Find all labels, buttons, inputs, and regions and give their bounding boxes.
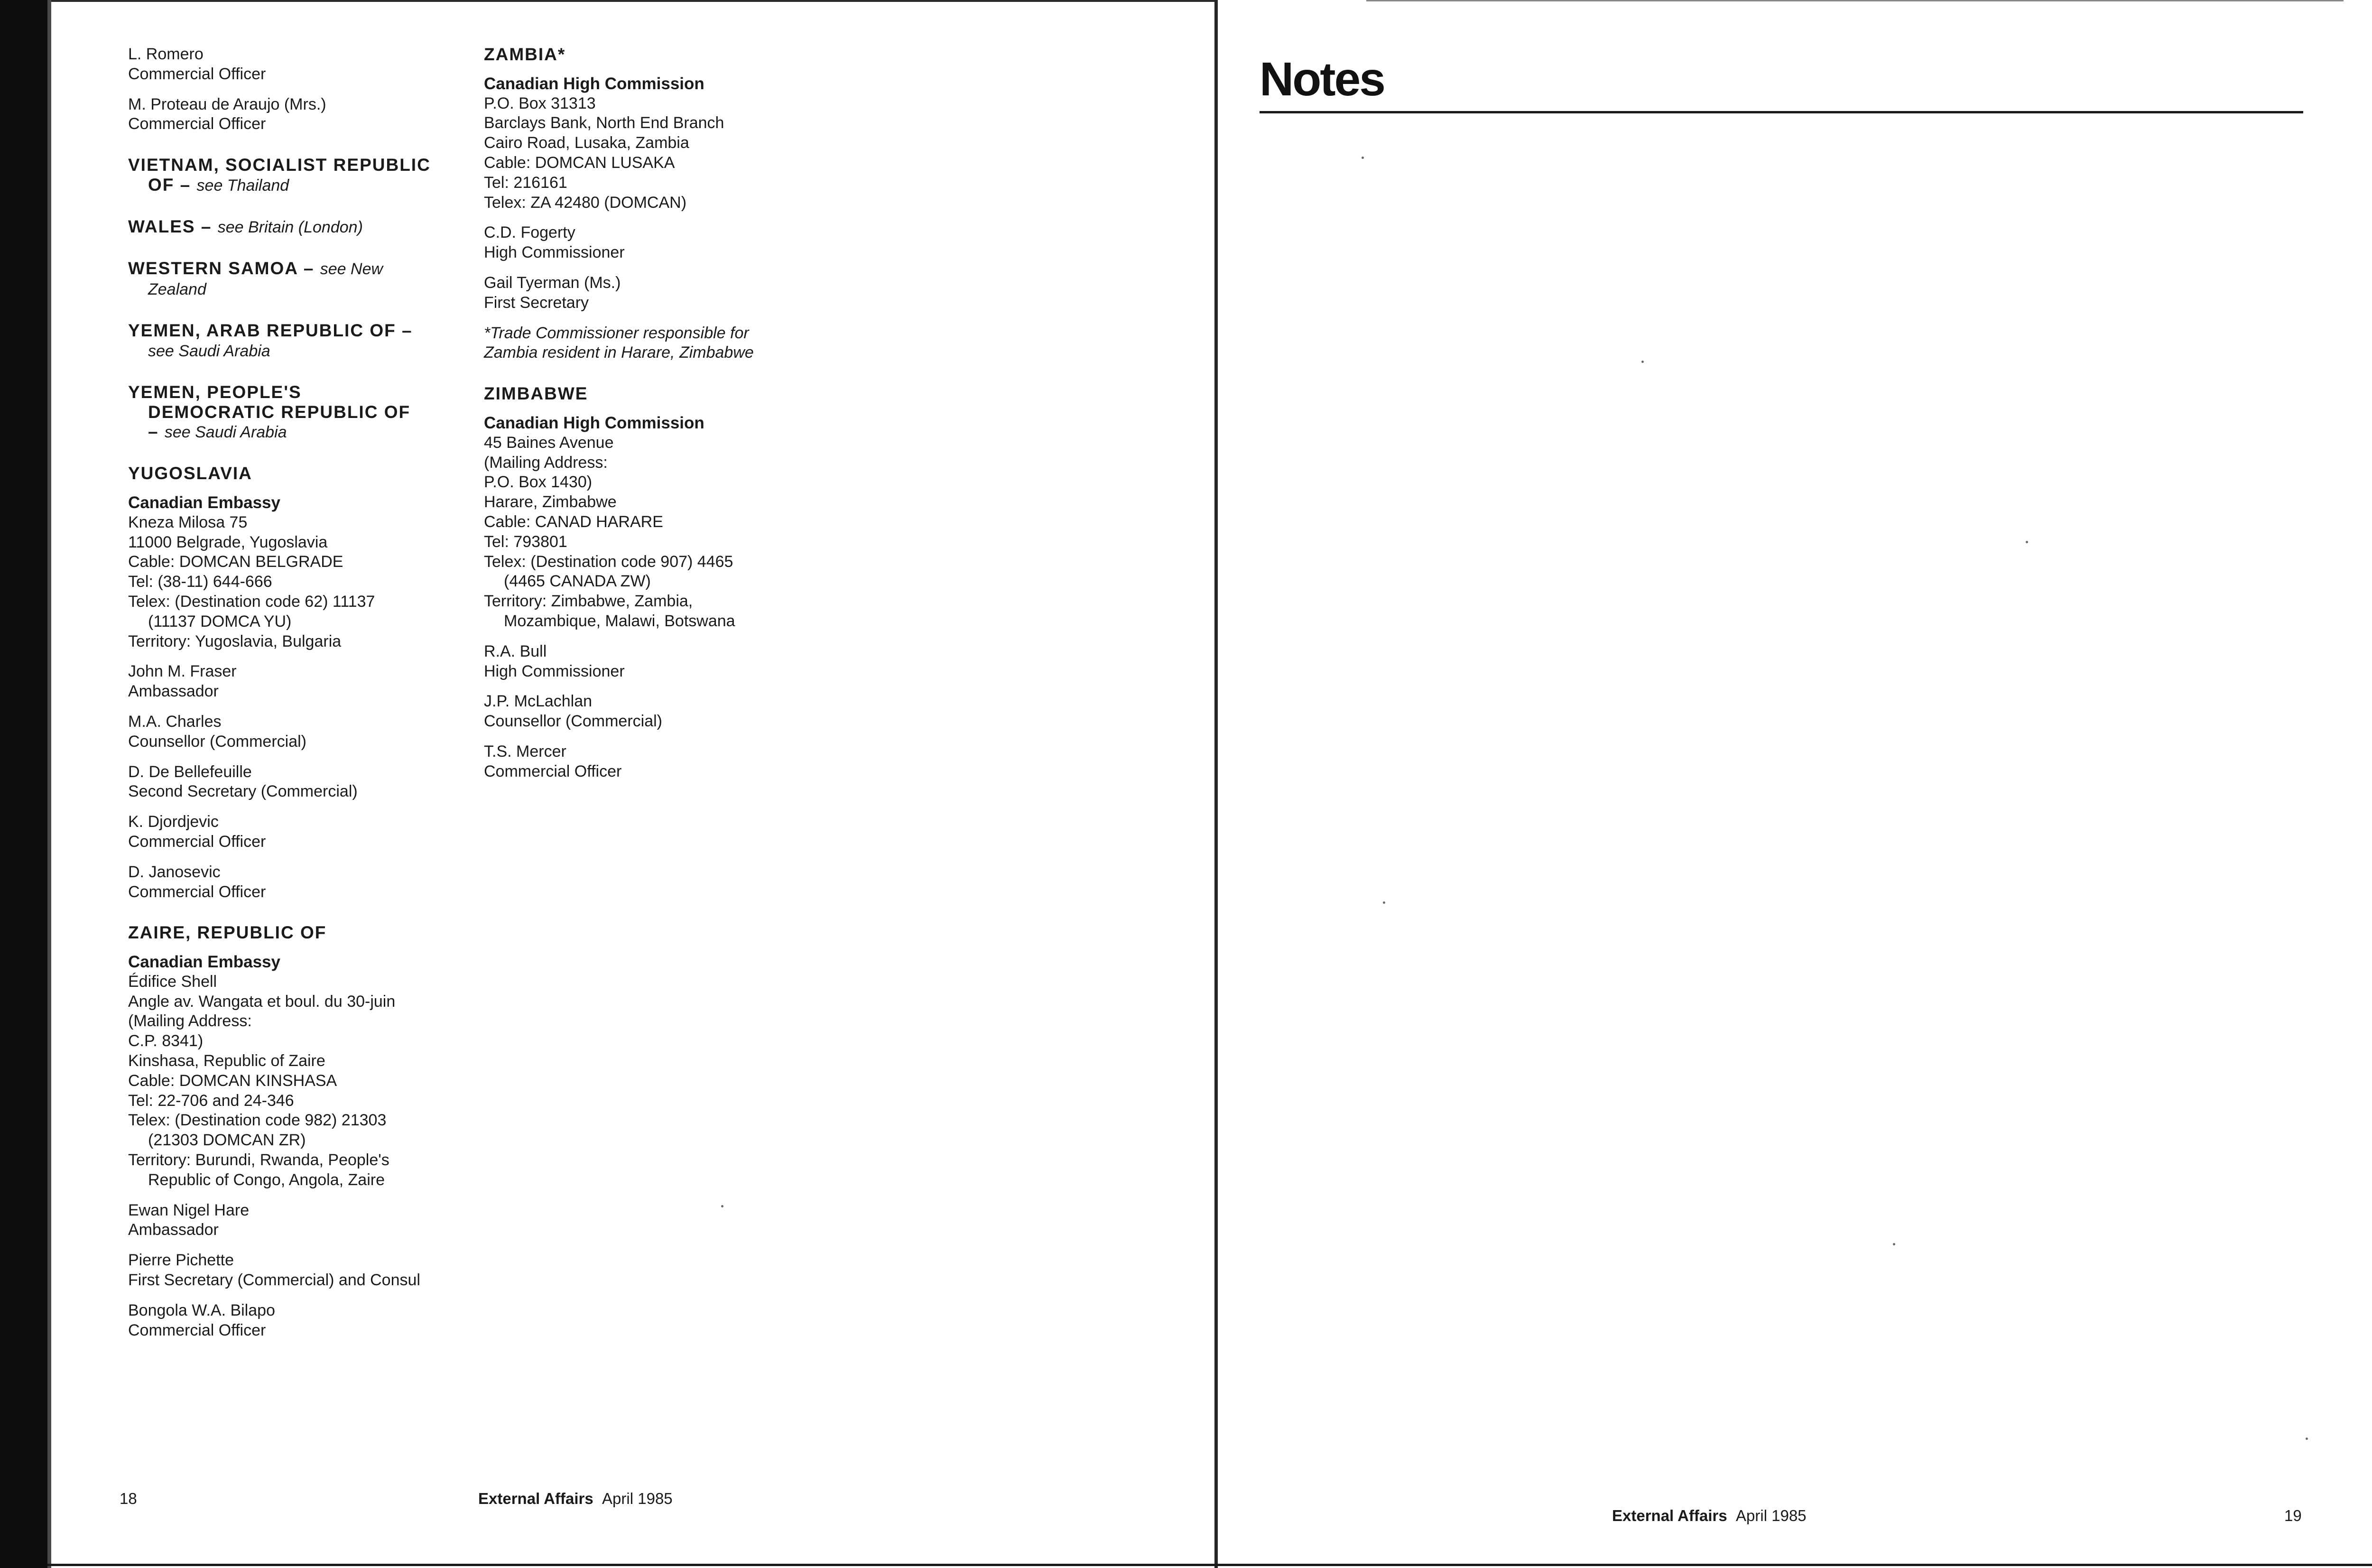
address-line: Cable: DOMCAN KINSHASA — [128, 1071, 337, 1090]
title-rule — [1260, 111, 2303, 113]
address-line: Barclays Bank, North End Branch — [484, 114, 724, 132]
address-line: Territory: Zimbabwe, Zambia, — [484, 592, 693, 611]
country-heading — [128, 321, 474, 362]
directory-column-left — [128, 45, 474, 1351]
country-name-text: ZAIRE, REPUBLIC OF — [128, 923, 327, 943]
country-heading-line — [484, 384, 816, 404]
country-name-text: YEMEN, ARAB REPUBLIC OF – — [128, 321, 413, 341]
staff-entry — [484, 692, 816, 732]
address-line: Kneza Milosa 75 — [128, 513, 248, 531]
staff-title: Commercial Officer — [484, 762, 622, 780]
address-line: Édifice Shell — [128, 972, 217, 991]
mission-name: Canadian High Commission — [484, 413, 704, 432]
footnote — [484, 324, 816, 363]
mission-address-block — [128, 493, 474, 651]
address-line: Kinshasa, Republic of Zaire — [128, 1052, 325, 1070]
staff-title: Counsellor (Commercial) — [484, 712, 662, 731]
address-line: (21303 DOMCAN ZR) — [148, 1131, 306, 1150]
country-heading — [484, 384, 816, 404]
mission-address-block — [128, 952, 474, 1190]
staff-entry — [128, 45, 474, 84]
address-line: Cairo Road, Lusaka, Zambia — [484, 134, 689, 152]
page-number-right: 19 — [2284, 1507, 2302, 1524]
scan-edge-left — [0, 0, 47, 1568]
country-heading-line — [128, 464, 474, 483]
country-name-text: YUGOSLAVIA — [128, 464, 252, 483]
staff-name: M.A. Charles — [128, 712, 222, 731]
country-heading-line — [484, 45, 816, 65]
staff-entry — [128, 662, 474, 702]
page-gutter — [1214, 0, 1218, 1568]
mission-name: Canadian High Commission — [484, 74, 704, 93]
address-line: 11000 Belgrade, Yugoslavia — [128, 533, 328, 551]
country-heading — [128, 217, 474, 238]
issue-date: April 1985 — [1736, 1507, 1807, 1524]
scan-speck — [1362, 157, 1364, 159]
country-heading-line — [128, 341, 474, 362]
country-heading — [484, 45, 816, 65]
staff-entry — [128, 1251, 474, 1290]
staff-title: Second Secretary (Commercial) — [128, 782, 358, 801]
country-heading-line — [128, 279, 474, 300]
staff-name: D. Janosevic — [128, 863, 221, 881]
country-heading-line — [128, 402, 474, 422]
mission-name: Canadian Embassy — [128, 493, 280, 512]
staff-name: C.D. Fogerty — [484, 223, 575, 242]
staff-name: T.S. Mercer — [484, 742, 566, 761]
address-line: P.O. Box 1430) — [484, 473, 593, 492]
country-name-text: – — [148, 422, 159, 442]
staff-title: Counsellor (Commercial) — [128, 732, 306, 751]
address-line: Cable: DOMCAN LUSAKA — [484, 153, 675, 172]
address-line: Tel: 793801 — [484, 532, 567, 551]
page-top-edge-left — [51, 0, 1214, 2]
address-line: Republic of Congo, Angola, Zaire — [148, 1170, 385, 1189]
address-line: Tel: 216161 — [484, 173, 567, 192]
address-line: Cable: CANAD HARARE — [484, 512, 663, 531]
scan-speck — [721, 1205, 723, 1207]
magazine-name: External Affairs — [478, 1490, 593, 1507]
address-line: 45 Baines Avenue — [484, 433, 614, 452]
staff-title: Commercial Officer — [128, 882, 266, 901]
staff-title: High Commissioner — [484, 243, 625, 262]
scan-edge-shadow — [47, 0, 51, 1568]
staff-entry — [128, 712, 474, 752]
running-footer-right — [1612, 1507, 1807, 1525]
scan-speck — [1383, 901, 1385, 904]
country-name-text: OF – — [148, 175, 191, 195]
address-line: Cable: DOMCAN BELGRADE — [128, 553, 343, 571]
address-line: (Mailing Address: — [128, 1012, 252, 1030]
staff-entry — [128, 1301, 474, 1341]
country-heading-line — [128, 321, 474, 341]
country-heading — [128, 923, 474, 943]
country-heading-line — [128, 259, 474, 279]
staff-entry — [484, 642, 816, 682]
country-heading-line — [128, 382, 474, 402]
staff-title: Ambassador — [128, 682, 219, 701]
staff-name: Pierre Pichette — [128, 1251, 234, 1270]
country-heading-line — [128, 175, 474, 196]
country-heading — [128, 259, 474, 300]
country-name-text: ZIMBABWE — [484, 384, 588, 404]
issue-date: April 1985 — [602, 1490, 673, 1507]
see-reference: Zealand — [148, 280, 206, 299]
staff-entry — [128, 95, 474, 135]
see-reference: see Thailand — [196, 176, 289, 195]
staff-entry — [484, 273, 816, 313]
country-heading — [128, 464, 474, 483]
see-reference: see New — [320, 260, 383, 278]
staff-entry — [128, 762, 474, 802]
scan-speck — [1641, 361, 1644, 363]
staff-title: Commercial Officer — [128, 832, 266, 851]
address-line: Harare, Zimbabwe — [484, 493, 617, 511]
scan-speck — [2306, 1438, 2308, 1440]
notes-page-title: Notes — [1260, 53, 1384, 106]
address-line: Territory: Yugoslavia, Bulgaria — [128, 632, 342, 650]
staff-name: J.P. McLachlan — [484, 692, 593, 711]
staff-name: D. De Bellefeuille — [128, 762, 252, 781]
footnote-line: Zambia resident in Harare, Zimbabwe — [484, 343, 754, 362]
address-line: Tel: 22-706 and 24-346 — [128, 1091, 294, 1110]
staff-name: R.A. Bull — [484, 642, 547, 660]
directory-column-right — [484, 45, 816, 792]
staff-entry — [128, 812, 474, 852]
country-name-text: DEMOCRATIC REPUBLIC OF — [148, 402, 411, 422]
address-line: Tel: (38-11) 644-666 — [128, 573, 272, 591]
country-heading-line — [128, 217, 474, 238]
address-line: Telex: (Destination code 62) 11137 — [128, 592, 375, 611]
staff-name: Gail Tyerman (Ms.) — [484, 273, 621, 292]
mission-address-block — [484, 413, 816, 631]
see-reference: see Saudi Arabia — [148, 342, 270, 360]
staff-title: Ambassador — [128, 1221, 219, 1239]
magazine-name: External Affairs — [1612, 1507, 1727, 1524]
staff-entry — [128, 1201, 474, 1241]
staff-entry — [484, 223, 816, 263]
staff-name: M. Proteau de Araujo (Mrs.) — [128, 95, 326, 113]
country-name-text: YEMEN, PEOPLE'S — [128, 382, 302, 402]
country-name-text: WESTERN SAMOA – — [128, 258, 315, 278]
country-heading — [128, 155, 474, 196]
address-line: (11137 DOMCA YU) — [148, 612, 292, 631]
address-line: Mozambique, Malawi, Botswana — [504, 612, 735, 630]
address-line: (4465 CANADA ZW) — [504, 572, 651, 591]
staff-title: First Secretary — [484, 293, 589, 312]
country-name-text: WALES – — [128, 216, 212, 236]
running-footer-left — [478, 1490, 673, 1508]
see-reference: see Saudi Arabia — [164, 423, 287, 442]
scan-speck — [2026, 541, 2028, 543]
staff-title: Commercial Officer — [128, 65, 266, 83]
staff-title: First Secretary (Commercial) and Consul — [128, 1271, 420, 1290]
address-line: Territory: Burundi, Rwanda, People's — [128, 1151, 389, 1169]
staff-name: L. Romero — [128, 45, 204, 63]
page-bottom-edge — [47, 1564, 2372, 1566]
staff-name: K. Djordjevic — [128, 813, 219, 831]
address-line: Telex: (Destination code 907) 4465 — [484, 552, 733, 571]
staff-name: Bongola W.A. Bilapo — [128, 1301, 275, 1319]
address-line: Angle av. Wangata et boul. du 30-juin — [128, 992, 396, 1011]
staff-name: John M. Fraser — [128, 662, 237, 681]
country-heading-line — [128, 422, 474, 443]
staff-entry — [128, 863, 474, 902]
page-number-left: 18 — [120, 1490, 137, 1507]
address-line: P.O. Box 31313 — [484, 94, 596, 112]
country-heading — [128, 382, 474, 443]
see-reference: see Britain (London) — [217, 218, 363, 236]
mission-address-block — [484, 74, 816, 213]
country-heading-line — [128, 923, 474, 943]
address-line: C.P. 8341) — [128, 1032, 204, 1050]
address-line: (Mailing Address: — [484, 453, 608, 472]
staff-entry — [484, 742, 816, 782]
footnote-line: *Trade Commissioner responsible for — [484, 324, 749, 342]
page-top-edge-right — [1366, 0, 2344, 1]
country-name-text: VIETNAM, SOCIALIST REPUBLIC — [128, 155, 431, 175]
mission-name: Canadian Embassy — [128, 953, 280, 972]
country-name-text: ZAMBIA* — [484, 45, 566, 64]
scan-speck — [1893, 1243, 1895, 1245]
staff-title: High Commissioner — [484, 662, 625, 680]
address-line: Telex: ZA 42480 (DOMCAN) — [484, 193, 687, 212]
staff-title: Commercial Officer — [128, 115, 266, 133]
address-line: Telex: (Destination code 982) 21303 — [128, 1111, 387, 1130]
staff-title: Commercial Officer — [128, 1321, 266, 1339]
country-heading-line — [128, 155, 474, 175]
staff-name: Ewan Nigel Hare — [128, 1201, 250, 1219]
